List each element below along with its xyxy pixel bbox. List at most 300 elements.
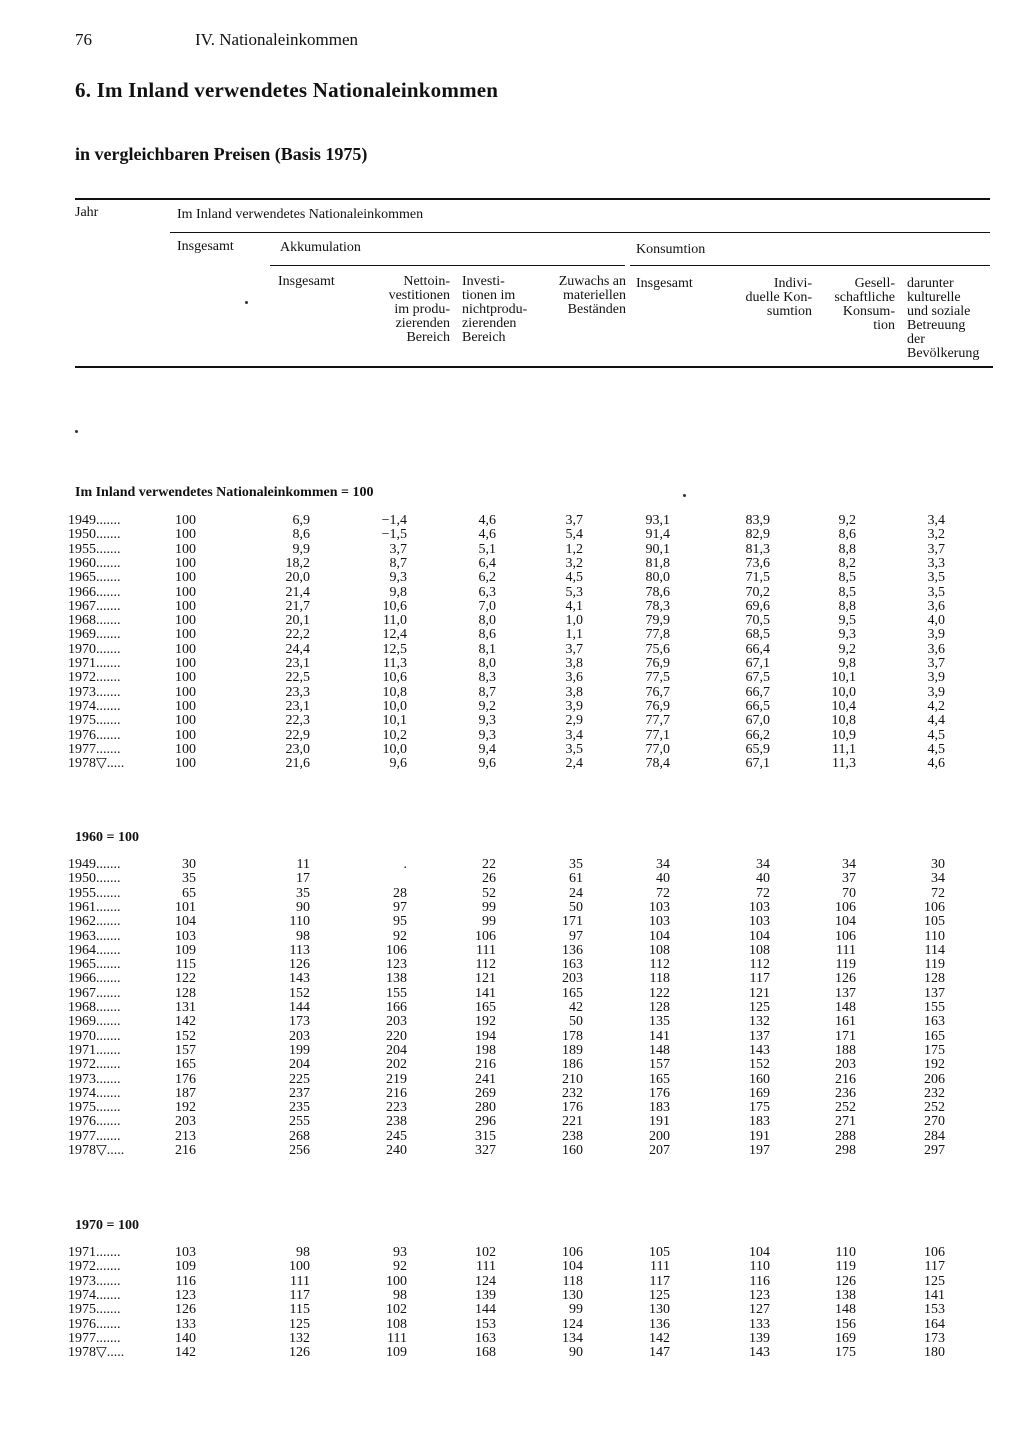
table-row (0, 1144, 1024, 1158)
table-row (0, 757, 1024, 771)
cell-akk-total: 143 (289, 971, 310, 987)
cell-kons-total: 111 (650, 1259, 670, 1275)
cell-netto: −1,5 (381, 527, 407, 543)
cell-netto: 106 (386, 942, 407, 958)
cell-individuelle: 68,5 (745, 627, 770, 643)
cell-total: 128 (175, 985, 196, 1001)
cell-darunter: 3,9 (927, 684, 945, 700)
cell-year: 1966....... (68, 584, 121, 600)
cell-year: 1976....... (68, 727, 121, 743)
cell-invest: 111 (476, 942, 496, 958)
cell-akk-total: 268 (289, 1128, 310, 1144)
cell-akk-total: 203 (289, 1028, 310, 1044)
cell-kons-total: 77,1 (645, 727, 670, 743)
cell-akk-total: 100 (289, 1259, 310, 1275)
cell-zuwachs: 106 (562, 1245, 583, 1260)
cell-zuwachs: 176 (562, 1100, 583, 1116)
konsumtion-rule (630, 265, 990, 266)
header-line: schaftliche (834, 290, 895, 305)
table-row (0, 1101, 1024, 1115)
cell-gesellschaftliche: 203 (835, 1057, 856, 1073)
cell-darunter: 4,4 (927, 713, 945, 729)
cell-netto: 109 (386, 1345, 407, 1361)
cell-kons-total: 77,8 (645, 627, 670, 643)
cell-total: 100 (175, 541, 196, 557)
cell-zuwachs: 90 (569, 1345, 583, 1361)
cell-darunter: 155 (924, 1000, 945, 1015)
cell-netto: 223 (386, 1100, 407, 1116)
cell-invest: 112 (475, 957, 496, 973)
cell-total: 100 (175, 570, 196, 586)
cell-individuelle: 116 (749, 1273, 770, 1289)
cell-darunter: 3,3 (927, 555, 945, 571)
cell-total: 187 (175, 1085, 196, 1101)
cell-kons-total: 136 (649, 1316, 670, 1332)
cell-netto: 204 (386, 1042, 407, 1058)
cell-invest: 139 (475, 1287, 496, 1303)
cell-total: 100 (175, 584, 196, 600)
cell-darunter: 175 (924, 1042, 945, 1058)
cell-gesellschaftliche: 9,8 (838, 656, 856, 671)
cell-gesellschaftliche: 104 (835, 914, 856, 930)
table-row (0, 1289, 1024, 1303)
cell-netto: 10,0 (382, 741, 407, 757)
cell-netto: 92 (393, 1259, 407, 1275)
cell-invest: 315 (475, 1128, 496, 1144)
cell-invest: 6,4 (478, 555, 496, 571)
header-jahr: Jahr (75, 205, 99, 220)
cell-akk-total: 23,0 (285, 741, 310, 757)
cell-year: 1955....... (68, 541, 121, 557)
cell-zuwachs: 136 (562, 942, 583, 958)
cell-year: 1978▽..... (68, 756, 125, 772)
cell-darunter: 270 (924, 1114, 945, 1130)
cell-gesellschaftliche: 8,6 (838, 527, 856, 543)
cell-akk-total: 117 (289, 1287, 310, 1303)
cell-netto: −1,4 (381, 513, 407, 528)
cell-individuelle: 81,3 (745, 541, 770, 557)
cell-year: 1973....... (68, 1273, 121, 1289)
table-row (0, 614, 1024, 628)
cell-zuwachs: 186 (562, 1057, 583, 1073)
cell-zuwachs: 1,2 (565, 541, 583, 557)
cell-year: 1963....... (68, 928, 121, 944)
cell-year: 1955....... (68, 885, 121, 901)
cell-gesellschaftliche: 8,8 (838, 598, 856, 614)
cell-gesellschaftliche: 9,3 (838, 627, 856, 643)
cell-netto: 3,7 (389, 541, 407, 557)
cell-invest: 106 (475, 928, 496, 944)
table-row (0, 987, 1024, 1001)
cell-zuwachs: 4,5 (565, 570, 583, 586)
cell-total: 122 (175, 971, 196, 987)
cell-darunter: 3,7 (927, 541, 945, 557)
table-row (0, 1058, 1024, 1072)
cell-netto: 93 (393, 1245, 407, 1260)
header-line: Betreuung (907, 318, 966, 333)
cell-akk-total: 9,9 (292, 541, 310, 557)
header-line: tion (873, 318, 895, 333)
cell-kons-total: 81,8 (645, 555, 670, 571)
cell-total: 142 (175, 1345, 196, 1361)
cell-zuwachs: 189 (562, 1042, 583, 1058)
cell-netto: 9,8 (389, 584, 407, 600)
cell-darunter: 3,9 (927, 627, 945, 643)
cell-gesellschaftliche: 119 (835, 957, 856, 973)
cell-akk-total: 111 (290, 1273, 310, 1289)
cell-invest: 8,1 (478, 641, 496, 657)
cell-invest: 26 (482, 871, 496, 887)
cell-akk-total: 17 (296, 871, 310, 887)
cell-zuwachs: 118 (562, 1273, 583, 1289)
cell-kons-total: 79,9 (645, 613, 670, 629)
cell-total: 100 (175, 741, 196, 757)
cell-zuwachs: 3,6 (565, 670, 583, 686)
cell-akk-total: 204 (289, 1057, 310, 1073)
cell-individuelle: 82,9 (745, 527, 770, 543)
cell-darunter: 3,2 (927, 527, 945, 543)
cell-individuelle: 143 (749, 1345, 770, 1361)
cell-year: 1961....... (68, 899, 121, 915)
cell-year: 1975....... (68, 1100, 121, 1116)
cell-kons-total: 141 (649, 1028, 670, 1044)
cell-individuelle: 112 (749, 957, 770, 973)
cell-akk-total: 125 (289, 1316, 310, 1332)
cell-individuelle: 71,5 (745, 570, 770, 586)
cell-darunter: 110 (924, 928, 945, 944)
table-row (0, 1130, 1024, 1144)
cell-netto: 28 (393, 885, 407, 901)
header-line: nichtprodu- (462, 302, 528, 317)
cell-invest: 141 (475, 985, 496, 1001)
cell-akk-total: 235 (289, 1100, 310, 1116)
cell-kons-total: 118 (649, 971, 670, 987)
cell-netto: 219 (386, 1071, 407, 1087)
cell-invest: 216 (475, 1057, 496, 1073)
table-row (0, 958, 1024, 972)
cell-year: 1962....... (68, 914, 121, 930)
cell-zuwachs: 3,9 (565, 698, 583, 714)
cell-kons-total: 142 (649, 1330, 670, 1346)
cell-invest: 8,6 (478, 627, 496, 643)
cell-kons-total: 191 (649, 1114, 670, 1130)
cell-zuwachs: 3,7 (565, 513, 583, 528)
cell-invest: 192 (475, 1014, 496, 1030)
cell-invest: 9,4 (478, 741, 496, 757)
cell-akk-total: 22,9 (285, 727, 310, 743)
cell-darunter: 192 (924, 1057, 945, 1073)
cell-total: 101 (175, 899, 196, 915)
header-line: Gesell- (854, 276, 895, 291)
cell-year: 1970....... (68, 1028, 121, 1044)
cell-total: 35 (182, 871, 196, 887)
cell-year: 1975....... (68, 713, 121, 729)
table-row (0, 872, 1024, 886)
header-line: Konsum- (842, 304, 895, 319)
cell-kons-total: 78,3 (645, 598, 670, 614)
cell-darunter: 3,5 (927, 584, 945, 600)
cell-darunter: 165 (924, 1028, 945, 1044)
cell-akk-total: 225 (289, 1071, 310, 1087)
cell-gesellschaftliche: 119 (835, 1259, 856, 1275)
header-line: zierenden (462, 316, 517, 331)
header-line: tionen im (462, 288, 516, 303)
cell-invest: 22 (482, 857, 496, 872)
cell-individuelle: 103 (749, 899, 770, 915)
cell-year: 1976....... (68, 1114, 121, 1130)
cell-individuelle: 169 (749, 1085, 770, 1101)
cell-netto: 108 (386, 1316, 407, 1332)
cell-netto: 10,8 (382, 684, 407, 700)
cell-akk-total: 21,4 (285, 584, 310, 600)
cell-netto: 138 (386, 971, 407, 987)
cell-akk-total: 8,6 (292, 527, 310, 543)
section-label-1960: 1960 = 100 (75, 830, 139, 845)
cell-total: 100 (175, 713, 196, 729)
cell-gesellschaftliche: 161 (835, 1014, 856, 1030)
table-row (0, 915, 1024, 929)
cell-darunter: 4,2 (927, 698, 945, 714)
cell-total: 131 (175, 1000, 196, 1015)
table-row (0, 643, 1024, 657)
header-konsumtion: Konsumtion (636, 242, 706, 257)
cell-individuelle: 66,5 (745, 698, 770, 714)
cell-invest: 99 (482, 914, 496, 930)
cell-akk-total: 21,6 (285, 756, 310, 772)
cell-year: 1967....... (68, 598, 121, 614)
cell-gesellschaftliche: 236 (835, 1085, 856, 1101)
header-akk-insgesamt: Insgesamt (278, 274, 335, 289)
cell-netto: 11,0 (383, 613, 407, 629)
cell-zuwachs: 2,4 (565, 756, 583, 772)
cell-zuwachs: 61 (569, 871, 583, 887)
cell-gesellschaftliche: 11,3 (832, 756, 856, 772)
cell-year: 1971....... (68, 1245, 121, 1260)
cell-netto: 102 (386, 1302, 407, 1318)
cell-invest: 8,7 (478, 684, 496, 700)
cell-zuwachs: 4,1 (565, 598, 583, 614)
cell-kons-total: 200 (649, 1128, 670, 1144)
table-row (0, 901, 1024, 915)
cell-netto: 10,1 (382, 713, 407, 729)
table-row (0, 714, 1024, 728)
table-row (0, 1087, 1024, 1101)
cell-gesellschaftliche: 9,5 (838, 613, 856, 629)
cell-netto: 111 (387, 1330, 407, 1346)
cell-zuwachs: 3,5 (565, 741, 583, 757)
cell-individuelle: 152 (749, 1057, 770, 1073)
cell-gesellschaftliche: 126 (835, 1273, 856, 1289)
cell-akk-total: 256 (289, 1143, 310, 1158)
cell-kons-total: 76,9 (645, 656, 670, 671)
cell-zuwachs: 171 (562, 914, 583, 930)
header-netto (368, 275, 450, 345)
cell-darunter: 141 (924, 1287, 945, 1303)
cell-individuelle: 110 (749, 1259, 770, 1275)
cell-akk-total: 144 (289, 1000, 310, 1015)
cell-kons-total: 93,1 (645, 513, 670, 528)
scan-speck (245, 301, 248, 304)
header-line: kulturelle (907, 290, 961, 305)
cell-individuelle: 139 (749, 1330, 770, 1346)
cell-invest: 4,6 (478, 513, 496, 528)
cell-total: 100 (175, 727, 196, 743)
cell-darunter: 3,6 (927, 641, 945, 657)
cell-invest: 296 (475, 1114, 496, 1130)
cell-gesellschaftliche: 8,8 (838, 541, 856, 557)
cell-kons-total: 91,4 (645, 527, 670, 543)
cell-darunter: 173 (924, 1330, 945, 1346)
table-row (0, 528, 1024, 542)
cell-individuelle: 175 (749, 1100, 770, 1116)
cell-gesellschaftliche: 8,5 (838, 584, 856, 600)
cell-gesellschaftliche: 9,2 (838, 513, 856, 528)
table-subtitle: in vergleichbaren Preisen (Basis 1975) (75, 144, 368, 164)
cell-akk-total: 98 (296, 1245, 310, 1260)
cell-invest: 6,2 (478, 570, 496, 586)
cell-akk-total: 23,1 (285, 656, 310, 671)
cell-invest: 124 (475, 1273, 496, 1289)
cell-individuelle: 132 (749, 1014, 770, 1030)
table-row (0, 671, 1024, 685)
cell-kons-total: 72 (656, 885, 670, 901)
header-line: materiellen (563, 288, 626, 303)
header-line: im produ- (394, 302, 450, 317)
cell-darunter: 232 (924, 1085, 945, 1101)
cell-invest: 9,3 (478, 713, 496, 729)
table-row (0, 1030, 1024, 1044)
cell-gesellschaftliche: 110 (835, 1245, 856, 1260)
running-head: IV. Nationaleinkommen (195, 30, 359, 49)
cell-invest: 5,1 (478, 541, 496, 557)
cell-akk-total: 110 (289, 914, 310, 930)
cell-darunter: 114 (924, 942, 945, 958)
cell-akk-total: 98 (296, 928, 310, 944)
cell-total: 123 (175, 1287, 196, 1303)
cell-netto: 238 (386, 1114, 407, 1130)
table-row (0, 1073, 1024, 1087)
cell-invest: 198 (475, 1042, 496, 1058)
cell-zuwachs: 104 (562, 1259, 583, 1275)
cell-kons-total: 76,7 (645, 684, 670, 700)
cell-gesellschaftliche: 106 (835, 899, 856, 915)
cell-gesellschaftliche: 148 (835, 1000, 856, 1015)
cell-gesellschaftliche: 34 (842, 857, 856, 872)
cell-kons-total: 75,6 (645, 641, 670, 657)
cell-invest: 9,3 (478, 727, 496, 743)
cell-darunter: 163 (924, 1014, 945, 1030)
table-row (0, 586, 1024, 600)
scan-speck (75, 430, 78, 433)
cell-kons-total: 103 (649, 899, 670, 915)
cell-darunter: 4,6 (927, 756, 945, 772)
cell-individuelle: 143 (749, 1042, 770, 1058)
cell-gesellschaftliche: 169 (835, 1330, 856, 1346)
cell-individuelle: 83,9 (745, 513, 770, 528)
cell-total: 100 (175, 656, 196, 671)
header-line: vestitionen (388, 288, 450, 303)
cell-akk-total: 22,5 (285, 670, 310, 686)
cell-kons-total: 122 (649, 985, 670, 1001)
cell-total: 216 (175, 1143, 196, 1158)
cell-akk-total: 152 (289, 985, 310, 1001)
cell-darunter: 3,5 (927, 570, 945, 586)
cell-zuwachs: 3,2 (565, 555, 583, 571)
header-line: Beständen (567, 302, 626, 317)
cell-darunter: 72 (931, 885, 945, 901)
cell-gesellschaftliche: 138 (835, 1287, 856, 1303)
cell-gesellschaftliche: 137 (835, 985, 856, 1001)
cell-akk-total: 6,9 (292, 513, 310, 528)
cell-total: 109 (175, 1259, 196, 1275)
cell-akk-total: 23,3 (285, 684, 310, 700)
table-row (0, 944, 1024, 958)
cell-zuwachs: 2,9 (565, 713, 583, 729)
cell-darunter: 128 (924, 971, 945, 987)
cell-individuelle: 123 (749, 1287, 770, 1303)
header-line: und soziale (907, 304, 971, 319)
cell-netto: . (403, 857, 407, 872)
cell-kons-total: 90,1 (645, 541, 670, 557)
cell-netto: 9,3 (389, 570, 407, 586)
cell-akk-total: 237 (289, 1085, 310, 1101)
cell-invest: 165 (475, 1000, 496, 1015)
cell-kons-total: 80,0 (645, 570, 670, 586)
cell-total: 103 (175, 1245, 196, 1260)
cell-individuelle: 67,0 (745, 713, 770, 729)
cell-year: 1978▽..... (68, 1143, 125, 1158)
section-label-1970: 1970 = 100 (75, 1218, 139, 1233)
cell-kons-total: 76,9 (645, 698, 670, 714)
cell-akk-total: 22,2 (285, 627, 310, 643)
cell-netto: 240 (386, 1143, 407, 1158)
cell-zuwachs: 238 (562, 1128, 583, 1144)
cell-invest: 8,0 (478, 613, 496, 629)
cell-gesellschaftliche: 111 (836, 942, 856, 958)
cell-kons-total: 148 (649, 1042, 670, 1058)
cell-darunter: 153 (924, 1302, 945, 1318)
cell-darunter: 3,4 (927, 513, 945, 528)
cell-year: 1970....... (68, 641, 121, 657)
cell-year: 1969....... (68, 627, 121, 643)
cell-netto: 92 (393, 928, 407, 944)
cell-kons-total: 108 (649, 942, 670, 958)
cell-year: 1964....... (68, 942, 121, 958)
cell-year: 1974....... (68, 698, 121, 714)
cell-total: 65 (182, 885, 196, 901)
cell-total: 100 (175, 641, 196, 657)
cell-individuelle: 70,2 (745, 584, 770, 600)
cell-kons-total: 125 (649, 1287, 670, 1303)
cell-akk-total: 11 (296, 857, 310, 872)
header-zuwachs (540, 275, 626, 317)
cell-akk-total: 22,3 (285, 713, 310, 729)
cell-akk-total: 21,7 (285, 598, 310, 614)
cell-kons-total: 165 (649, 1071, 670, 1087)
cell-kons-total: 40 (656, 871, 670, 887)
cell-darunter: 34 (931, 871, 945, 887)
cell-kons-total: 183 (649, 1100, 670, 1116)
cell-total: 140 (175, 1330, 196, 1346)
cell-zuwachs: 99 (569, 1302, 583, 1318)
header-top-rule (75, 198, 990, 200)
cell-netto: 10,6 (382, 670, 407, 686)
cell-year: 1972....... (68, 1259, 121, 1275)
cell-zuwachs: 1,1 (565, 627, 583, 643)
cell-invest: 153 (475, 1316, 496, 1332)
cell-kons-total: 77,5 (645, 670, 670, 686)
cell-netto: 245 (386, 1128, 407, 1144)
